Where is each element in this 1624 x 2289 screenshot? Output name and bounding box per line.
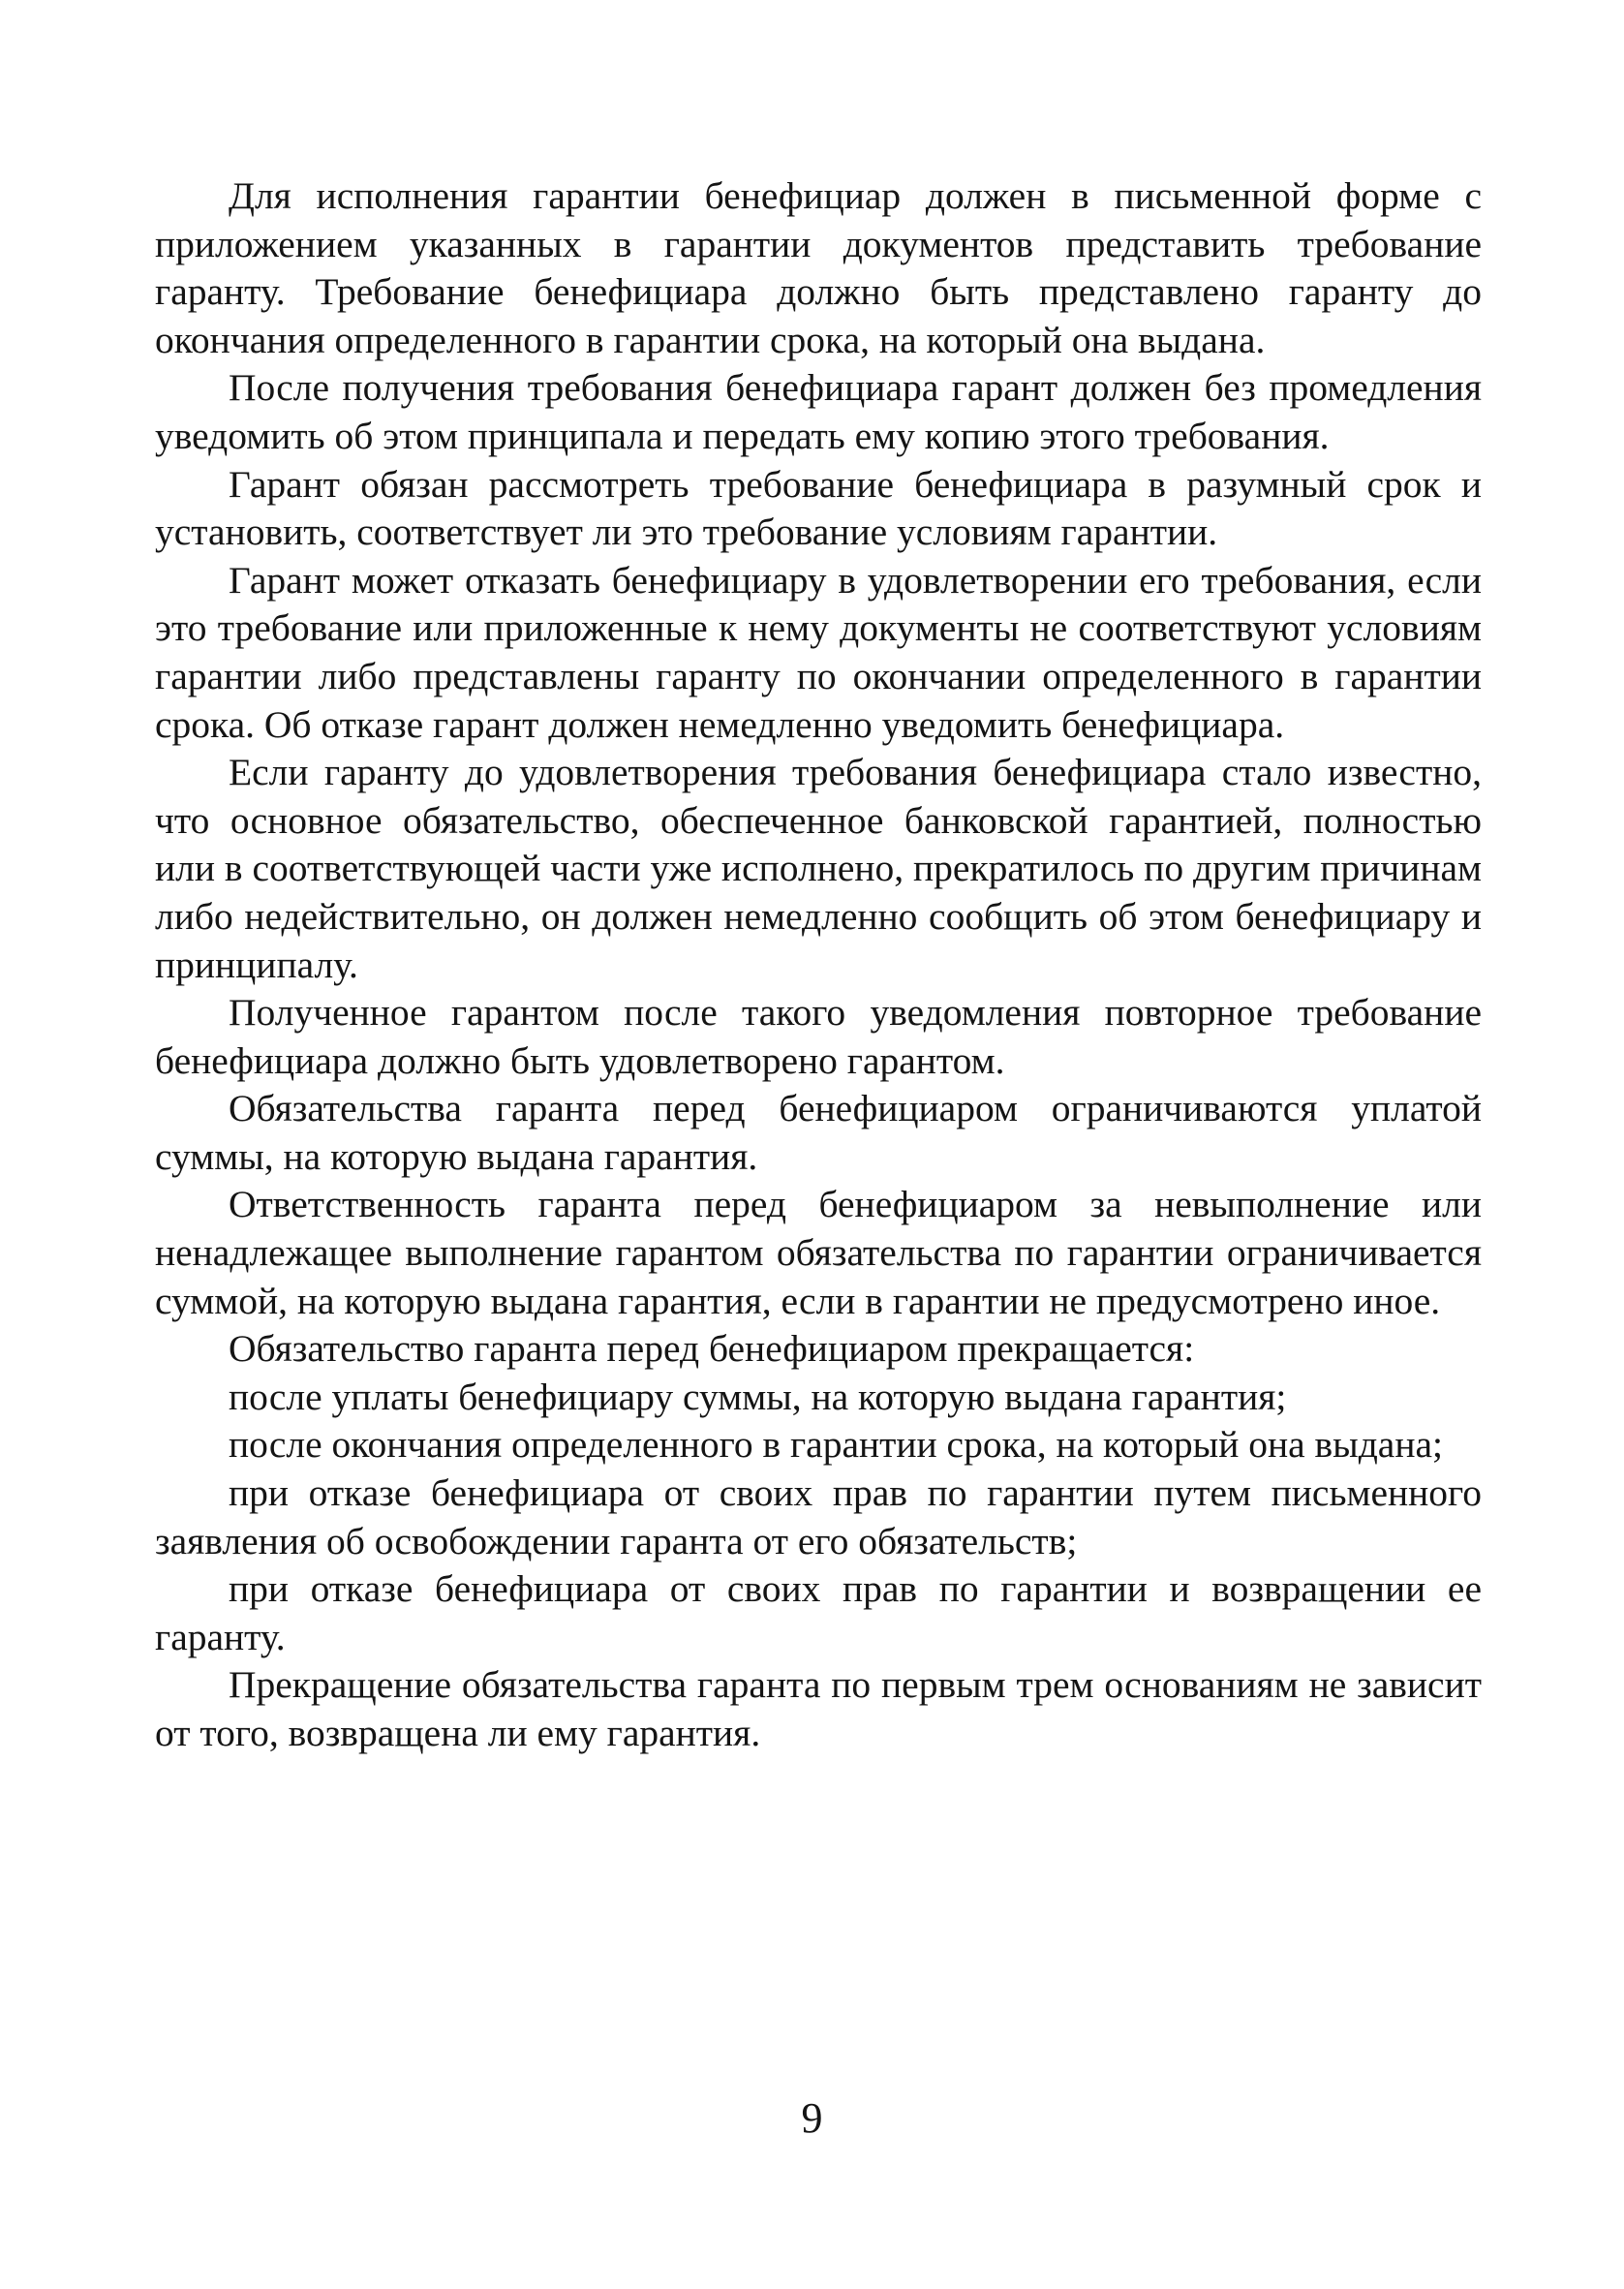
list-item-1: после уплаты бенефициару суммы, на которую выдана гарантия; [229,1375,1287,1418]
list-item-2: после окончания определенного в гарантии срока, на который она выдана; [229,1423,1443,1467]
page-number: 9 [801,2094,823,2142]
body-text [155,172,1482,1758]
paragraph-8: Ответственность гаранта перед бенефициаром за невыполнение или ненадлежащее выполнение гарантом обязательства по гарантии ограничивается суммой, на которую выдана гарантия, если в гарантии не предусмотрено иное. [155,1183,1482,1322]
paragraph-5: Если гаранту до удовлетворения требования бенефициара стало известно, что основное обязательство, обеспеченное банковской гарантией, полностью или в соответствующей части уже исполнено, прекратилось по другим причинам либо недействительно, он должен немедленно сообщить об этом бенефициару и принципалу. [155,751,1482,986]
paragraph-3: Гарант обязан рассмотреть требование бенефициара в разумный срок и установить, соответствует ли это требование условиям гарантии. [155,462,1482,554]
paragraph-7: Обязательства гаранта перед бенефициаром ограничиваются уплатой суммы, на которую выдана гарантия. [155,1087,1482,1178]
paragraph-9: Обязательство гаранта перед бенефициаром прекращается: [229,1327,1195,1371]
paragraph-1: Для исполнения гарантии бенефициар должен в письменной форме с приложением указанных в гарантии документов представить требование гаранту. Требование бенефициара должно быть представлено гаранту до окончания определенного в гарантии срока, на который она выдана. [155,174,1482,361]
list-item-3: при отказе бенефициара от своих прав по гарантии путем письменного заявления об освобождении гаранта от его обязательств; [155,1471,1482,1562]
paragraph-10: Прекращение обязательства гаранта по первым трем основаниям не зависит от того, возвращена ли ему гарантия. [155,1663,1482,1754]
paragraph-6: Полученное гарантом после такого уведомления повторное требование бенефициара должно быть удовлетворено гарантом. [155,991,1482,1082]
list-item-4: при отказе бенефициара от своих прав по гарантии и возвращении ее гаранту. [155,1567,1482,1658]
paragraph-2: После получения требования бенефициара гарант должен без промедления уведомить об этом принципала и передать ему копию этого требования. [155,366,1482,457]
paragraph-4: Гарант может отказать бенефициару в удовлетворении его требования, если это требование или приложенные к нему документы не соответствуют условиям гарантии либо представлены гаранту по окончании определенного в гарантии срока. Об отказе гарант должен немедленно уведомить бенефициара. [155,558,1482,746]
